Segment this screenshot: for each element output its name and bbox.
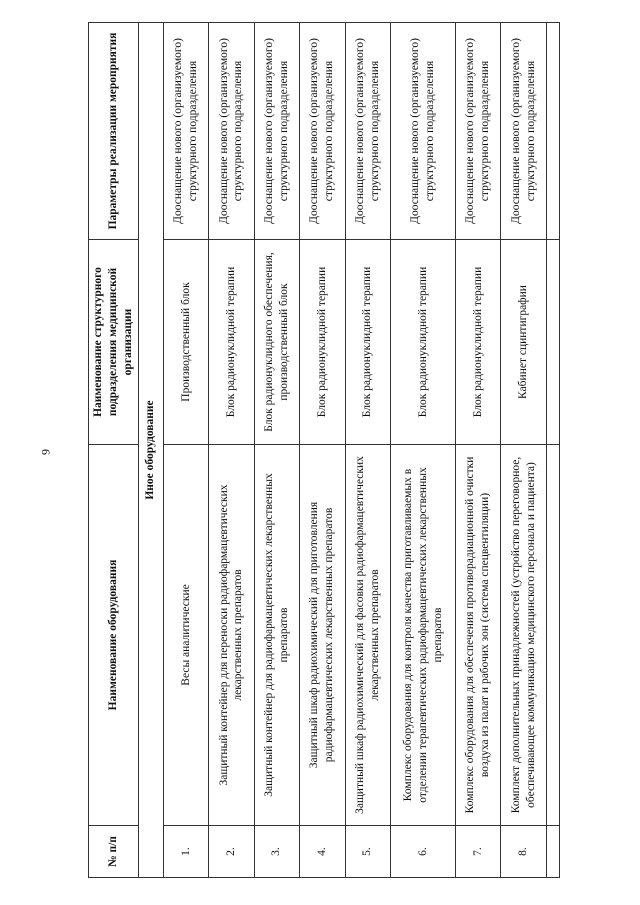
row-num: 7. [456,826,501,878]
row-equipment: Защитный контейнер для радиофармацевтических лекарственных препаратов [254,445,299,826]
row-equipment: Комплекс оборудования для обеспечения противорадиационной очистки воздуха из палат и рабочих зон (система спецвентиляции) [456,445,501,826]
header-params: Параметры реализации мероприятия [89,23,139,240]
page-number: 9 [38,449,53,455]
row-num: 3. [254,826,299,878]
row-department: Блок радионуклидной терапии [456,240,501,445]
section-row [138,23,163,878]
row-equipment: Защитный шкаф радиохимический для приготовления радиофармацевтических лекарственных препаратов [300,445,345,826]
table-continuation-row [547,23,560,878]
row-department: Кабинет сцинтиграфии [501,240,547,445]
row-params: Дооснащение нового (организуемого) структурного подразделения [501,23,547,240]
row-equipment: Весы аналитические [163,445,208,826]
row-num: 5. [345,826,390,878]
table-row [254,23,299,878]
row-equipment: Защитный контейнер для переноски радиофармацевтических лекарственных препаратов [209,445,254,826]
row-params: Дооснащение нового (организуемого) структурного подразделения [254,23,299,240]
row-num: 4. [300,826,345,878]
table-row [300,23,345,878]
table-row [501,23,547,878]
section-title: Иное оборудование [138,23,163,878]
row-num: 8. [501,826,547,878]
continuation-cell [547,240,560,445]
row-num: 6. [391,826,456,878]
continuation-cell [547,826,560,878]
row-department: Блок радионуклидного обеспечения, производственный блок [254,240,299,445]
header-row [89,23,139,878]
row-num: 2. [209,826,254,878]
table-row [209,23,254,878]
row-params: Дооснащение нового (организуемого) структурного подразделения [345,23,390,240]
table-row [456,23,501,878]
row-params: Дооснащение нового (организуемого) структурного подразделения [163,23,208,240]
row-department: Блок радионуклидной терапии [345,240,390,445]
table-row [163,23,208,878]
row-equipment: Комплекс оборудования для контроля качества приготавливаемых в отделении терапевтических радиофармацевтических лекарственных препаратов [391,445,456,826]
row-department: Производственный блок [163,240,208,445]
equipment-table [88,22,560,878]
row-department: Блок радионуклидной терапии [209,240,254,445]
table-row [391,23,456,878]
row-department: Блок радионуклидной терапии [391,240,456,445]
row-params: Дооснащение нового (организуемого) структурного подразделения [209,23,254,240]
continuation-cell [547,445,560,826]
table-row [345,23,390,878]
row-num: 1. [163,826,208,878]
row-params: Дооснащение нового (организуемого) структурного подразделения [391,23,456,240]
row-department: Блок радионуклидной терапии [300,240,345,445]
continuation-cell [547,23,560,240]
rotated-table-container [88,23,560,878]
header-num: № п/п [89,826,139,878]
row-params: Дооснащение нового (организуемого) структурного подразделения [300,23,345,240]
header-department: Наименование структурного подразделения медицинской организации [89,240,139,445]
row-equipment: Комплект дополнительных принадлежностей (устройство переговорное, обеспечивающее коммуникацию медицинского персонала и пациента) [501,445,547,826]
header-equipment: Наименование оборудования [89,445,139,826]
row-equipment: Защитный шкаф радиохимический для фасовки радиофармацевтических лекарственных препаратов [345,445,390,826]
row-params: Дооснащение нового (организуемого) структурного подразделения [456,23,501,240]
